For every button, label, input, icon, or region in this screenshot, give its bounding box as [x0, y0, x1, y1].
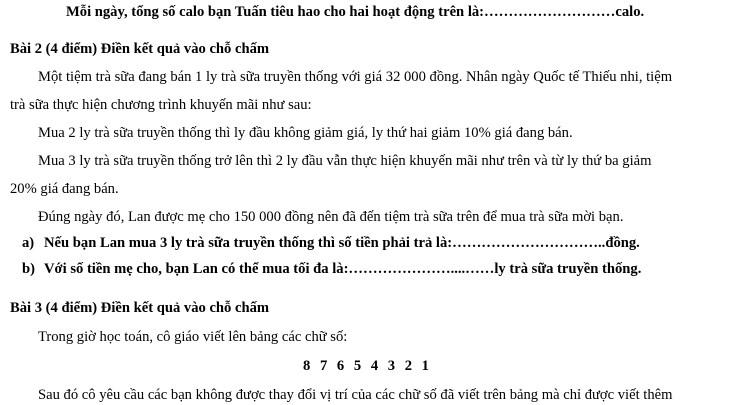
exercise-2-paragraph-3b: 20% giá đang bán. — [10, 181, 119, 197]
exercise-3-paragraph-1: Trong giờ học toán, cô giáo viết lên bảng các chữ số: — [38, 329, 348, 345]
exercise-2-paragraph-1b: trà sữa thực hiện chương trình khuyến mãi như sau: — [10, 97, 312, 113]
question-a-label: a) — [22, 235, 35, 251]
exercise-2-paragraph-1a: Một tiệm trà sữa đang bán 1 ly trà sữa truyền thống với giá 32 000 đồng. Nhân ngày Quốc tế Thiếu nhi, tiệm — [38, 69, 673, 85]
digit-sequence: 8 7 6 5 4 3 2 1 — [303, 358, 432, 374]
exercise-2-paragraph-3a: Mua 3 ly trà sữa truyền thống trở lên thì 2 ly đầu vẫn thực hiện khuyến mãi như trên và từ ly thứ ba giảm — [38, 153, 652, 169]
question-b-text: Với số tiền mẹ cho, bạn Lan có thể mua tối đa là:…………………....……ly trà sữa truyền thống. — [44, 261, 642, 277]
exercise-3-title: Bài 3 (4 điểm) Điền kết quả vào chỗ chấm — [10, 300, 270, 316]
calorie-answer-line: Mỗi ngày, tổng số calo bạn Tuấn tiêu hao cho hai hoạt động trên là:………………………calo. — [66, 4, 645, 20]
exercise-2-paragraph-4: Đúng ngày đó, Lan được mẹ cho 150 000 đồng nên đã đến tiệm trà sữa trên để mua trà sữa mời bạn. — [38, 209, 624, 225]
question-b-label: b) — [22, 261, 35, 277]
question-a-text: Nếu bạn Lan mua 3 ly trà sữa truyền thống thì số tiền phải trả là:…………………………..đồng. — [44, 235, 640, 251]
exercise-2-title: Bài 2 (4 điểm) Điền kết quả vào chỗ chấm — [10, 41, 270, 57]
question-a — [22, 233, 640, 253]
exercise-2-paragraph-2: Mua 2 ly trà sữa truyền thống thì ly đầu không giảm giá, ly thứ hai giảm 10% giá đang bán. — [38, 125, 573, 141]
question-b — [22, 259, 641, 279]
exercise-3-paragraph-2: Sau đó cô yêu cầu các bạn không được thay đổi vị trí của các chữ số đã viết trên bảng mà chỉ được viết thêm — [38, 387, 673, 403]
